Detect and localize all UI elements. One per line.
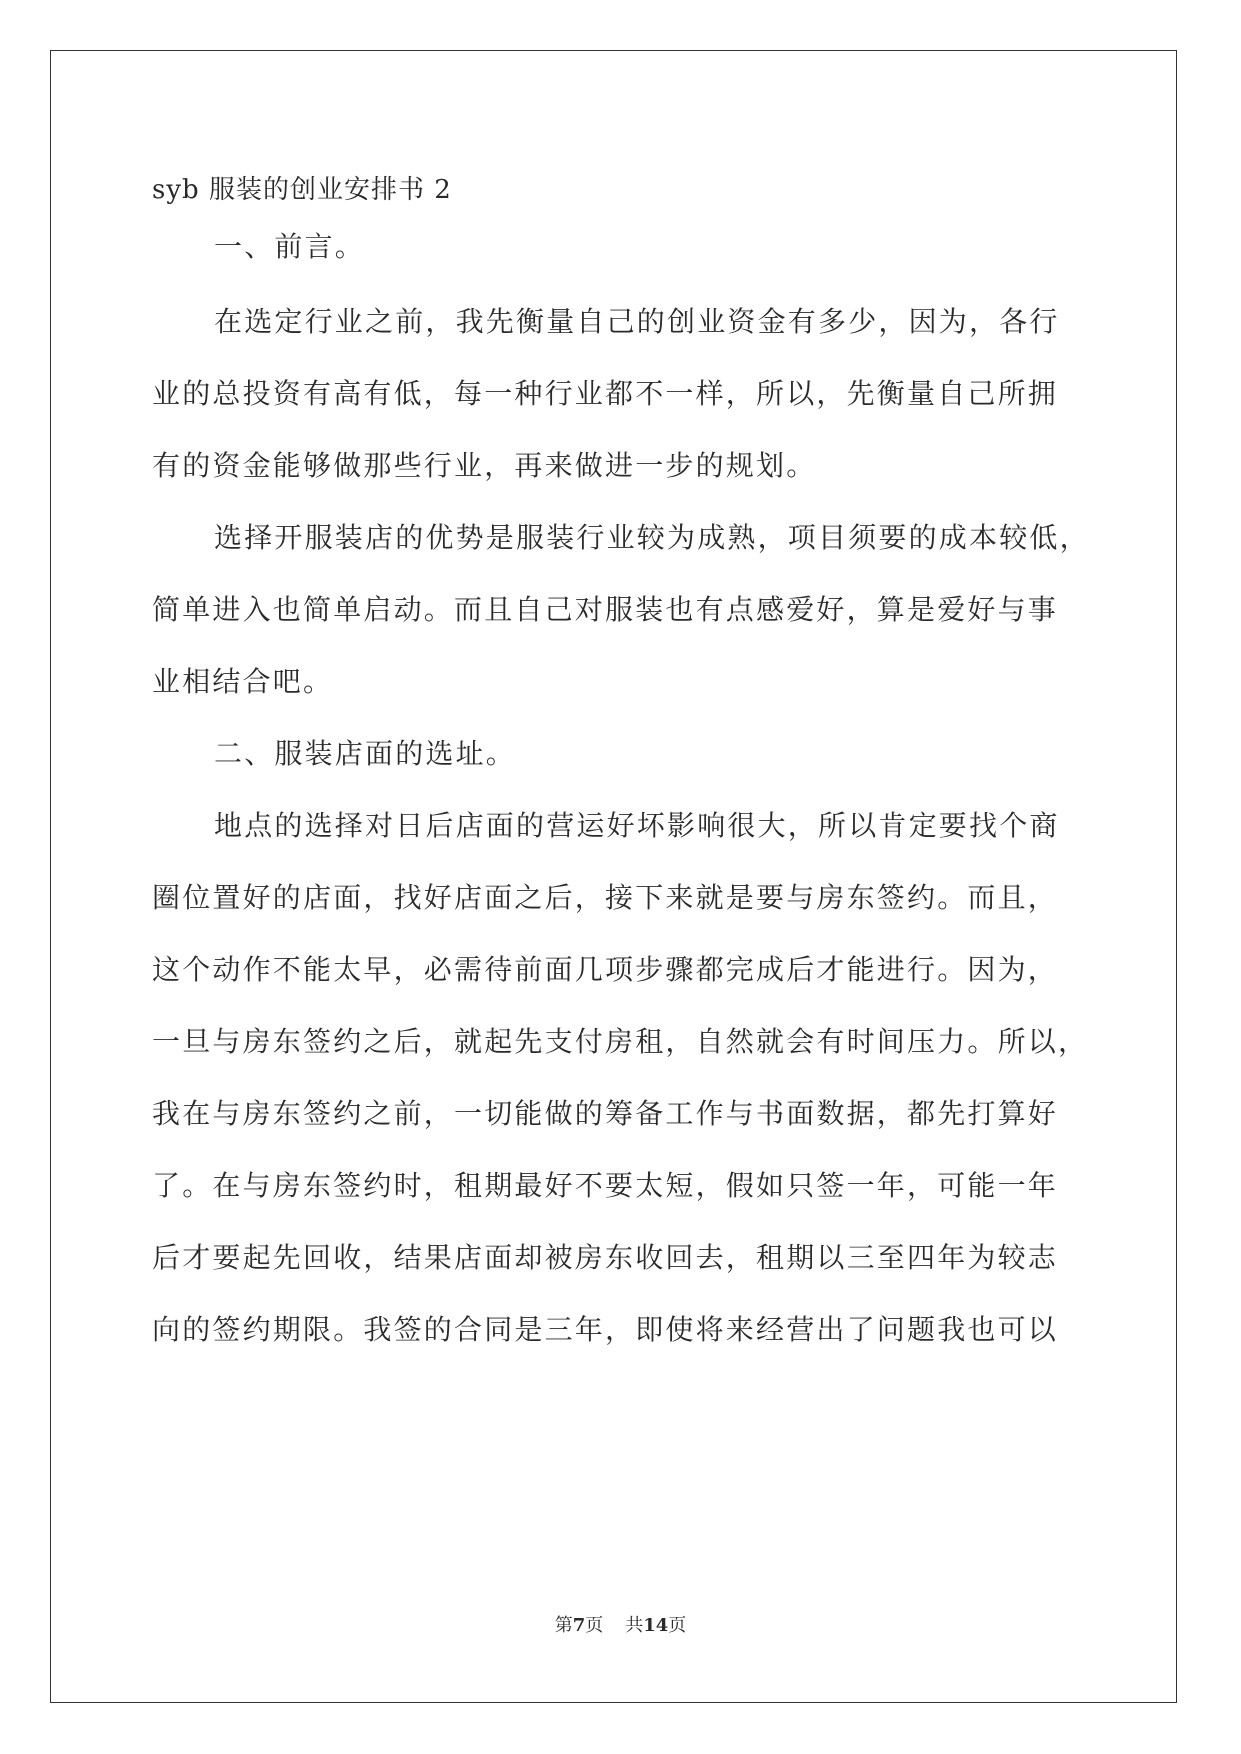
paragraph-line: 向的签约期限。我签的合同是三年，即使将来经营出了问题我也可以 (152, 1313, 1059, 1346)
paragraph-line: 简单进入也简单启动。而且自己对服装也有点感爱好，算是爱好与事 (152, 593, 1059, 626)
paragraph-line: 选择开服装店的优势是服装行业较为成熟，项目须要的成本较低， (214, 521, 1090, 554)
paragraph-line: 业的总投资有高有低，每一种行业都不一样，所以，先衡量自己所拥 (152, 377, 1059, 410)
page-current: 7 (572, 1615, 586, 1636)
paragraph-line: 了。在与房东签约时，租期最好不要太短，假如只签一年，可能一年 (152, 1169, 1059, 1202)
page-border (50, 50, 1177, 1703)
paragraph-line: 一旦与房东签约之后，就起先支付房租，自然就会有时间压力。所以， (152, 1025, 1089, 1058)
paragraph-line: 在选定行业之前，我先衡量自己的创业资金有多少，因为，各行 (214, 305, 1060, 338)
paragraph-line: 地点的选择对日后店面的营运好坏影响很大，所以肯定要找个商 (214, 809, 1060, 842)
paragraph-line: 后才要起先回收，结果店面却被房东收回去，租期以三至四年为较志 (152, 1241, 1059, 1274)
total-prefix: 共 (625, 1615, 644, 1636)
heading-preface: 一、前言。 (214, 230, 366, 263)
document-title: syb 服装的创业安排书 2 (152, 175, 452, 205)
page-suffix: 页 (585, 1615, 604, 1636)
paragraph-line: 有的资金能够做那些行业，再来做进一步的规划。 (152, 449, 817, 482)
paragraph-line: 我在与房东签约之前，一切能做的筹备工作与书面数据，都先打算好 (152, 1097, 1059, 1130)
total-suffix: 页 (668, 1615, 687, 1636)
page-prefix: 第 (554, 1615, 573, 1636)
paragraph-line: 业相结合吧。 (152, 665, 334, 698)
page-total: 14 (643, 1615, 669, 1636)
heading-location: 二、服装店面的选址。 (214, 737, 517, 770)
paragraph-line: 这个动作不能太早，必需待前面几项步骤都完成后才能进行。因为， (152, 953, 1059, 986)
page-footer (0, 1614, 1241, 1638)
paragraph-line: 圈位置好的店面，找好店面之后，接下来就是要与房东签约。而且， (152, 881, 1059, 914)
